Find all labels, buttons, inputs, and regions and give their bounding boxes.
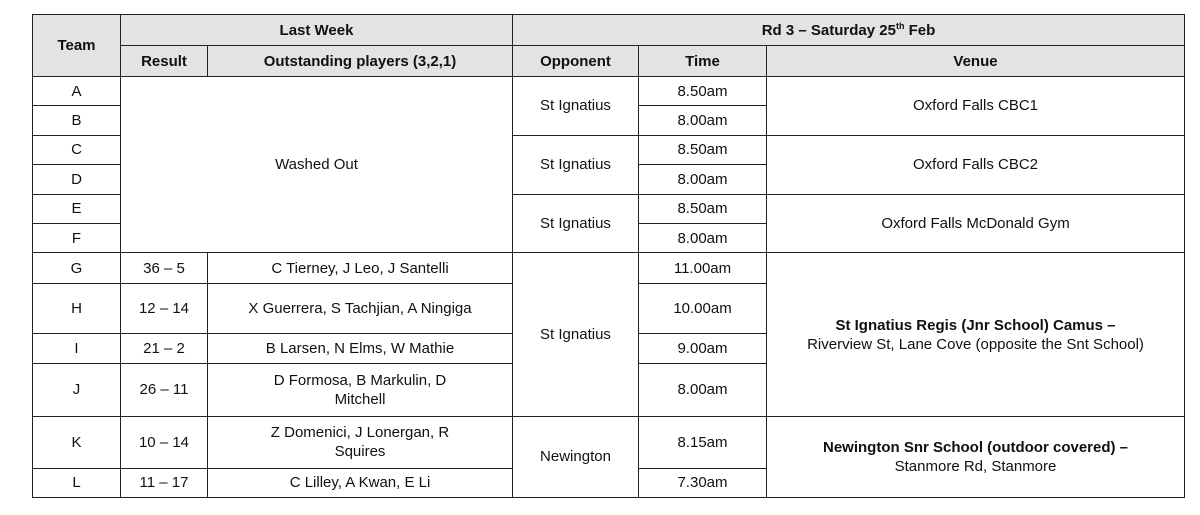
players-cell: C Tierney, J Leo, J Santelli — [208, 253, 513, 283]
venue-cell — [767, 416, 1185, 497]
venue-address: Stanmore Rd, Stanmore — [894, 457, 1057, 475]
round-sup: th — [895, 20, 905, 31]
team-cell: I — [33, 333, 121, 363]
header-outstanding: Outstanding players (3,2,1) — [208, 46, 513, 76]
time-cell: 8.00am — [639, 165, 767, 194]
players-cell: C Lilley, A Kwan, E Li — [208, 468, 513, 497]
time-cell: 8.50am — [639, 135, 767, 164]
result-cell: 12 – 14 — [121, 283, 208, 333]
team-cell: D — [33, 165, 121, 194]
players-cell: D Formosa, B Markulin, D Mitchell — [208, 364, 513, 417]
header-row-2 — [33, 46, 1185, 76]
header-last-week: Last Week — [121, 15, 513, 46]
team-cell: H — [33, 283, 121, 333]
table-row — [33, 76, 1185, 105]
header-row-1 — [33, 15, 1185, 46]
header-venue: Venue — [767, 46, 1185, 76]
header-result: Result — [121, 46, 208, 76]
venue-cell: Oxford Falls McDonald Gym — [767, 194, 1185, 253]
round-suffix: Feb — [904, 21, 936, 39]
opponent-cell: St Ignatius — [513, 76, 639, 135]
team-cell: G — [33, 253, 121, 283]
opponent-cell: St Ignatius — [513, 135, 639, 194]
team-cell: F — [33, 224, 121, 253]
venue-address: Riverview St, Lane Cove (opposite the Snt School) — [807, 335, 1144, 353]
table-row — [33, 253, 1185, 283]
opponent-cell: St Ignatius — [513, 253, 639, 416]
header-opponent: Opponent — [513, 46, 639, 76]
venue-cell — [767, 253, 1185, 416]
result-cell: 36 – 5 — [121, 253, 208, 283]
team-cell: E — [33, 194, 121, 223]
result-cell: 21 – 2 — [121, 333, 208, 363]
team-cell: K — [33, 416, 121, 468]
players-cell: Z Domenici, J Lonergan, R Squires — [208, 416, 513, 468]
time-cell: 8.50am — [639, 76, 767, 105]
venue-name: Newington Snr School (outdoor covered) – — [823, 438, 1129, 456]
team-cell: A — [33, 76, 121, 105]
result-cell: 10 – 14 — [121, 416, 208, 468]
time-cell: 9.00am — [639, 333, 767, 363]
time-cell: 8.00am — [639, 364, 767, 417]
team-cell: B — [33, 106, 121, 135]
venue-name: St Ignatius Regis (Jnr School) Camus – — [835, 316, 1116, 334]
venue-cell: Oxford Falls CBC2 — [767, 135, 1185, 194]
washed-out-cell: Washed Out — [121, 76, 513, 253]
header-team: Team — [33, 15, 121, 77]
team-cell: L — [33, 468, 121, 497]
team-cell: C — [33, 135, 121, 164]
fixtures-table — [32, 14, 1185, 498]
time-cell: 8.50am — [639, 194, 767, 223]
time-cell: 7.30am — [639, 468, 767, 497]
round-text: Rd 3 – Saturday 25 — [761, 21, 896, 39]
opponent-cell: Newington — [513, 416, 639, 497]
time-cell: 11.00am — [639, 253, 767, 283]
players-cell: X Guerrera, S Tachjian, A Ningiga — [208, 283, 513, 333]
team-cell: J — [33, 364, 121, 417]
time-cell: 8.00am — [639, 106, 767, 135]
venue-cell: Oxford Falls CBC1 — [767, 76, 1185, 135]
players-cell: B Larsen, N Elms, W Mathie — [208, 333, 513, 363]
table-row — [33, 416, 1185, 468]
time-cell: 8.15am — [639, 416, 767, 468]
time-cell: 10.00am — [639, 283, 767, 333]
result-cell: 26 – 11 — [121, 364, 208, 417]
time-cell: 8.00am — [639, 224, 767, 253]
opponent-cell: St Ignatius — [513, 194, 639, 253]
result-cell: 11 – 17 — [121, 468, 208, 497]
header-round — [513, 15, 1185, 46]
header-time: Time — [639, 46, 767, 76]
